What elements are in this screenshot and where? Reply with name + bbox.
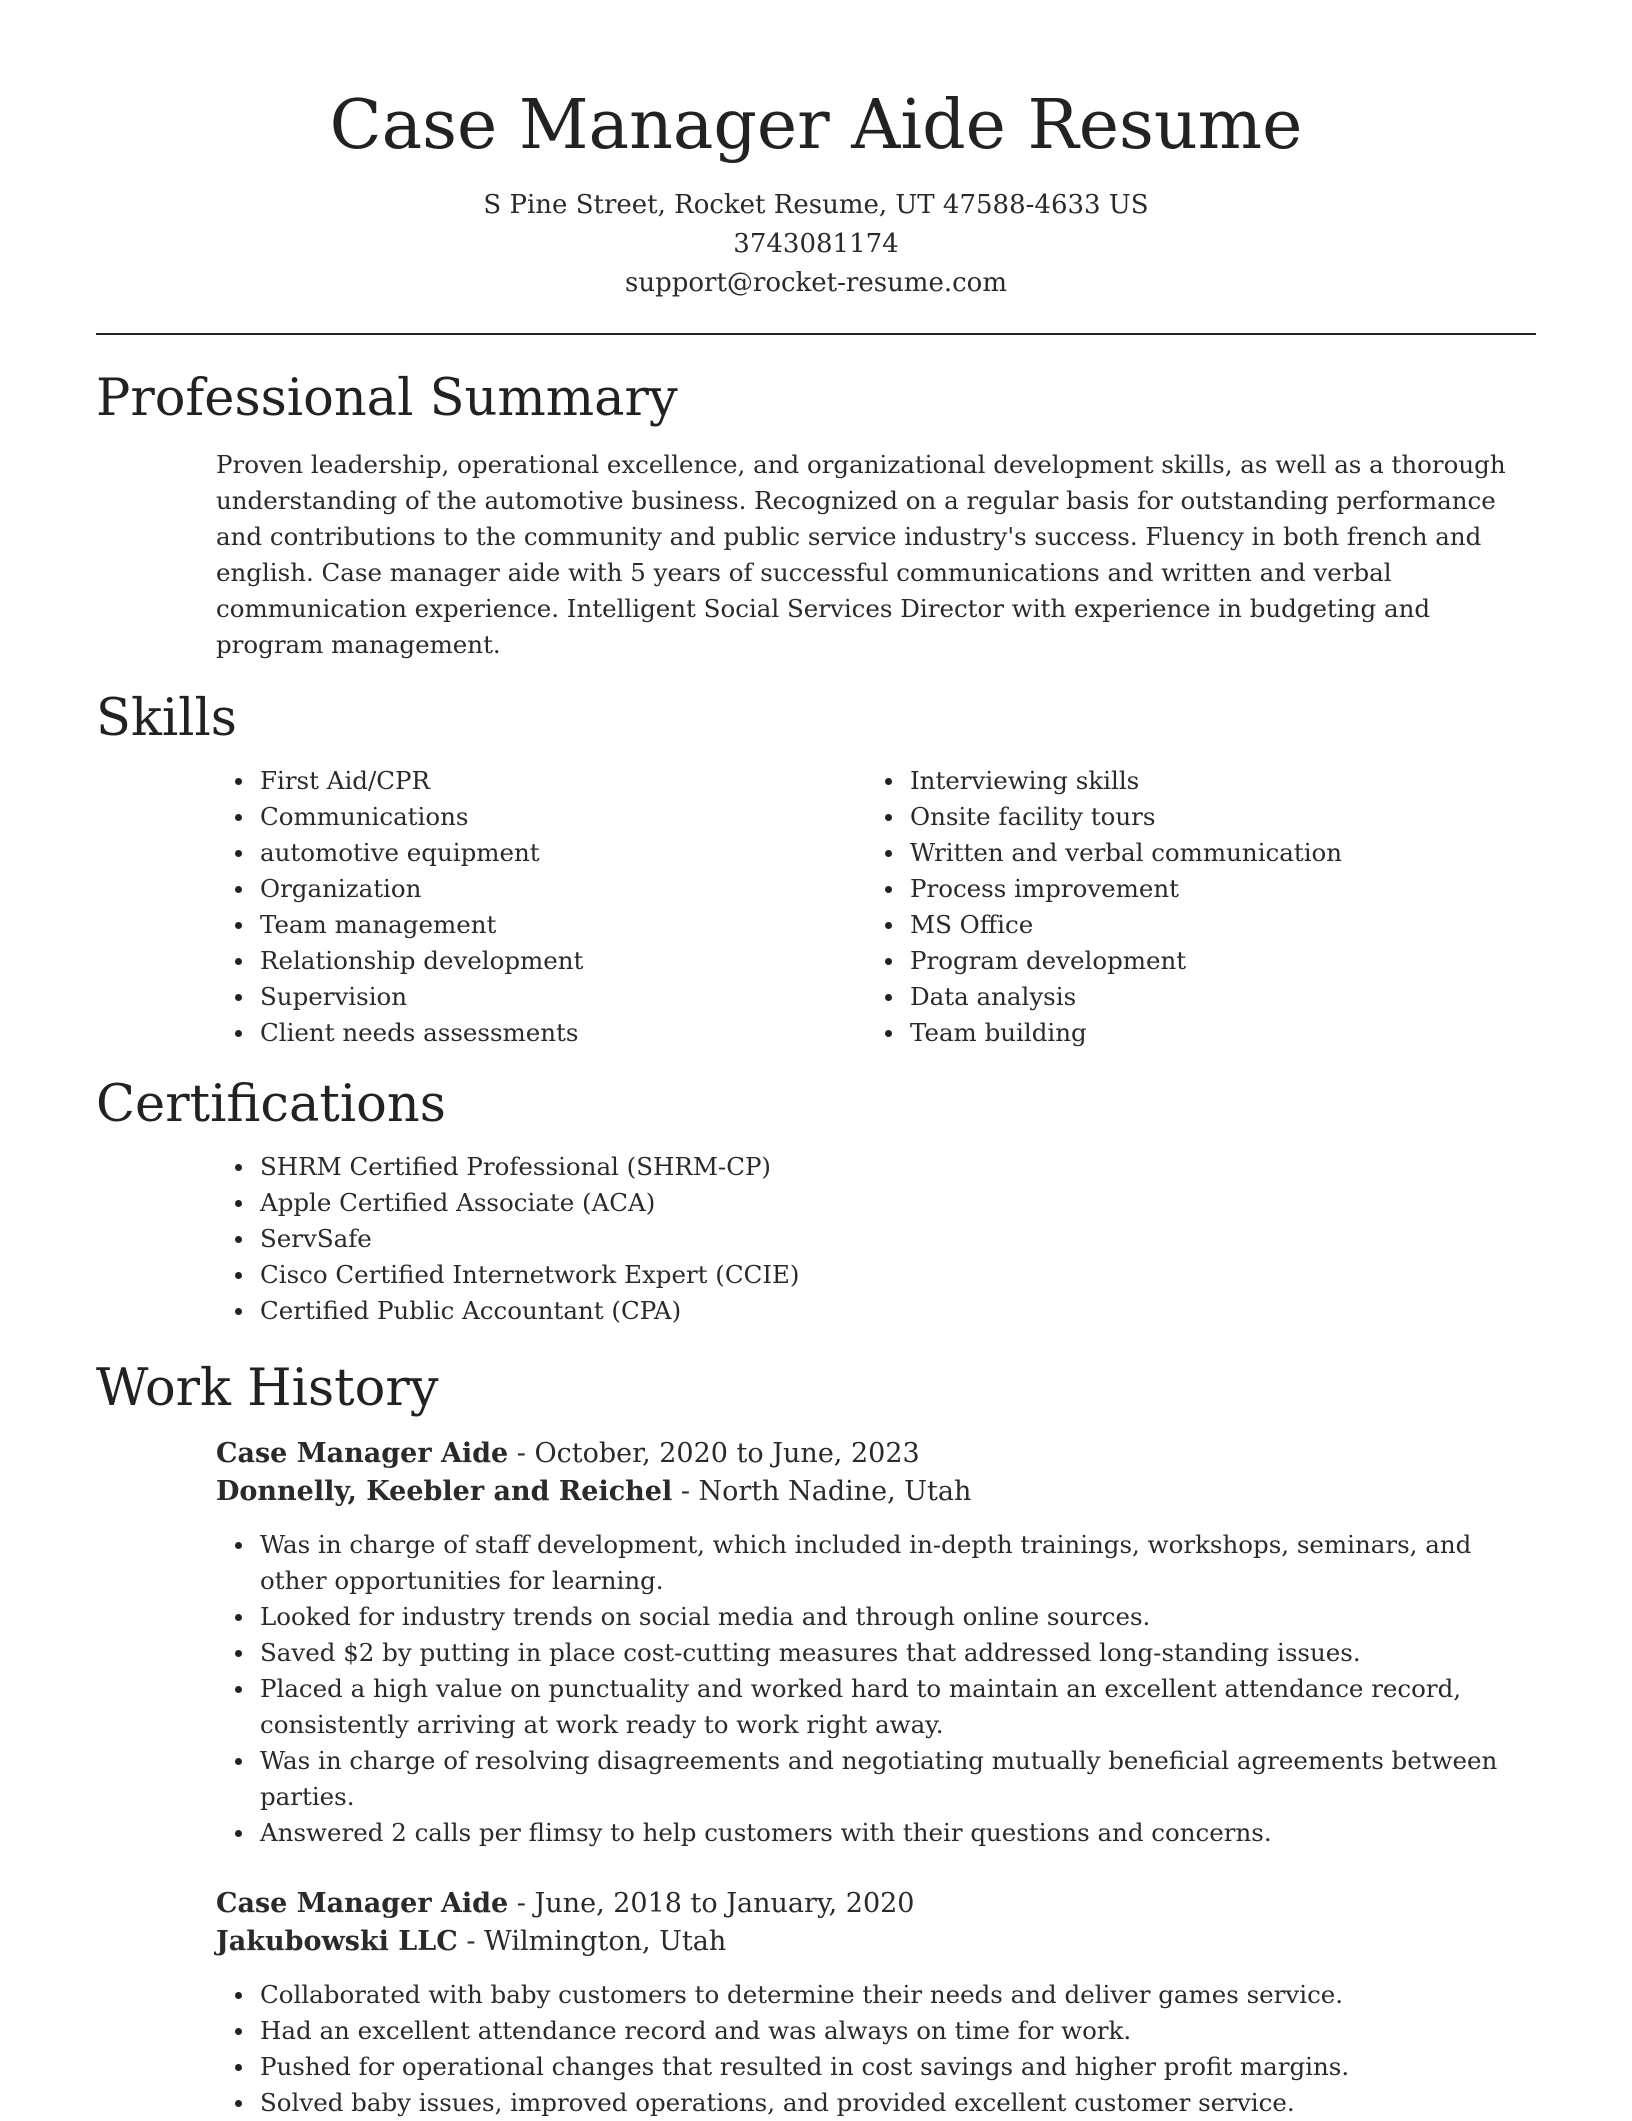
job-company-line [216,1923,1536,1961]
job-location: - Wilmington, Utah [457,1926,727,1957]
job-entry [216,1885,1536,2121]
skill-item: Process improvement [910,871,1396,907]
skill-item: MS Office [910,907,1396,943]
resume-page [96,0,1536,2121]
work-history-heading: Work History [96,1359,439,1418]
resume-header [96,0,1536,303]
skill-item: Team building [910,1015,1396,1051]
resume-title: Case Manager Aide Resume [329,86,1303,165]
certification-item: Certified Public Accountant (CPA) [260,1293,1536,1329]
summary-heading: Professional Summary [96,369,678,428]
job-duty: Solved baby issues, improved operations, and provided excellent customer service. [260,2085,1536,2121]
job-duty: Had an excellent attendance record and was always on time for work. [260,2013,1536,2049]
job-duty: Collaborated with baby customers to determine their needs and deliver games service. [260,1977,1536,2013]
job-position: Case Manager Aide [216,1888,509,1919]
certification-item: Apple Certified Associate (ACA) [260,1185,1536,1221]
job-duty: Pushed for operational changes that resulted in cost savings and higher profit margins. [260,2049,1536,2085]
job-duty: Placed a high value on punctuality and worked hard to maintain an excellent attendance record, consistently arriving at work ready to work right away. [260,1671,1536,1743]
certifications-list [96,1149,1536,1329]
skill-item: Onsite facility tours [910,799,1396,835]
job-duty: Answered 2 calls per flimsy to help customers with their questions and concerns. [260,1815,1536,1851]
certification-item: SHRM Certified Professional (SHRM-CP) [260,1149,1536,1185]
skill-item: Written and verbal communication [910,835,1396,871]
job-title-line [216,1885,1536,1923]
contact-phone: 3743081174 [733,229,899,259]
job-title-line [216,1435,1536,1473]
skills-column-right [746,763,1396,1051]
skill-item: First Aid/CPR [260,763,746,799]
job-company: Donnelly, Keebler and Reichel [216,1476,673,1507]
job-duty: Saved $2 by putting in place cost-cutting measures that addressed long-standing issues. [260,1635,1536,1671]
skill-item: automotive equipment [260,835,746,871]
skill-item: Data analysis [910,979,1396,1015]
skill-item: Supervision [260,979,746,1015]
contact-address: S Pine Street, Rocket Resume, UT 47588-4633 US [483,190,1149,220]
job-position: Case Manager Aide [216,1438,509,1469]
job-company: Jakubowski LLC [216,1926,458,1957]
job-duty: Was in charge of staff development, which included in-depth trainings, workshops, seminars, and other opportunities for learning. [260,1527,1536,1599]
skill-item: Communications [260,799,746,835]
job-duties-list [216,1527,1536,1851]
certification-item: ServSafe [260,1221,1536,1257]
job-company-line [216,1473,1536,1511]
skill-item: Team management [260,907,746,943]
job-duties-list [216,1977,1536,2121]
skill-item: Program development [910,943,1396,979]
skill-item: Organization [260,871,746,907]
skill-item: Relationship development [260,943,746,979]
skill-item: Interviewing skills [910,763,1396,799]
job-dates: - June, 2018 to January, 2020 [508,1888,915,1919]
skills-column-left [96,763,746,1051]
contact-email: support@rocket-resume.com [624,268,1007,298]
skill-item: Client needs assessments [260,1015,746,1051]
skills-heading: Skills [96,689,237,748]
header-divider [96,333,1536,335]
summary-text: Proven leadership, operational excellence, and organizational development skills, as well as a thorough understanding of the automotive business. Recognized on a regular basis for outstanding performance and contributions to the community and public service industry's success. Fluency in both french and english. Case manager aide with 5 years of successful communications and written and verbal communication experience. Intelligent Social Services Director with experience in budgeting and program management. [216,450,1506,659]
job-entry [216,1435,1536,1851]
job-duty: Was in charge of resolving disagreements and negotiating mutually beneficial agreements between parties. [260,1743,1536,1815]
certifications-heading: Certifications [96,1075,446,1134]
job-dates: - October, 2020 to June, 2023 [508,1438,920,1469]
job-location: - North Nadine, Utah [672,1476,972,1507]
job-duty: Looked for industry trends on social media and through online sources. [260,1599,1536,1635]
skills-list [96,763,1536,1051]
certification-item: Cisco Certified Internetwork Expert (CCIE) [260,1257,1536,1293]
